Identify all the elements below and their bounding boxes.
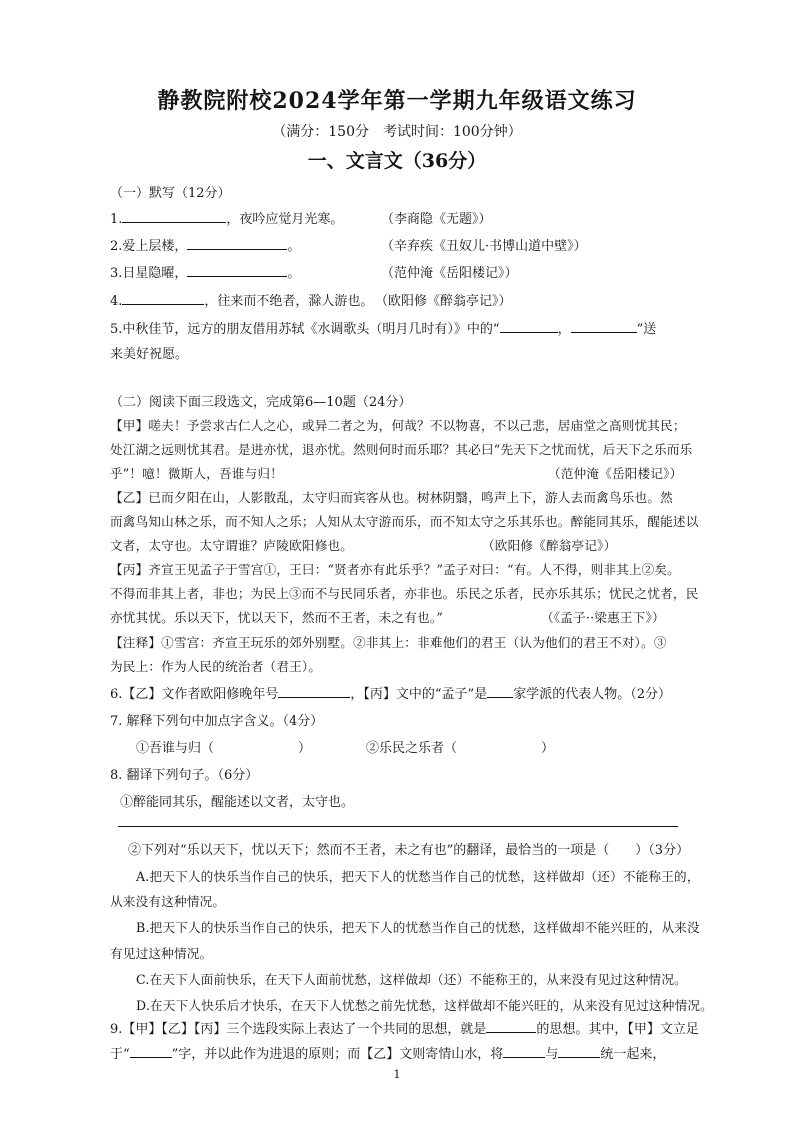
question-4: [110, 290, 373, 309]
q5-text-c: ”送: [636, 322, 657, 337]
q9-text-a: 9.【甲】【乙】【丙】三个选段实际上表达了一个共同的思想，就是: [110, 1022, 487, 1037]
part1-heading: （一）默写（12分）: [110, 186, 231, 201]
option-c[interactable]: C.在天下人面前快乐，在天下人面前忧愁，这样做却（还）不能称王的，从来没有见过这种情况。: [136, 972, 687, 987]
question-3: [110, 262, 300, 281]
q7-1-text: ①吾谁与归（: [136, 741, 215, 756]
q3-source: （范仲淹《岳阳楼记》）: [381, 266, 518, 281]
question-6: [110, 683, 671, 702]
exam-title: 静教院附校2024学年第一学期九年级语文练习: [157, 88, 637, 114]
q5-answer-blank-1[interactable]: [500, 318, 558, 333]
notes-line-2: 为民上：作为人民的统治者（君王）。: [110, 659, 322, 674]
q1-text: ，夜吟应觉月光寒。: [226, 212, 344, 227]
q5-text-a: 5.中秋佳节，远方的朋友借用苏轼《水调歌头（明月几时有）》中的“: [110, 322, 500, 337]
passage-yi-line-2: 而禽鸟知山林之乐，而不知人之乐；人知从太守游而乐，而不知太守之乐其乐也。醉能同其乐，醒能述以: [110, 514, 699, 529]
q9-text-f: 统一起来，: [600, 1047, 666, 1062]
q4-answer-blank[interactable]: [122, 290, 204, 305]
question-7: 7. 解释下列句中加点字含义。（4分）: [110, 714, 324, 729]
passage-yi-line-3: 文者，太守也。太守谓谁？庐陵欧阳修也。: [110, 538, 354, 553]
passage-yi-line-1: 【乙】已而夕阳在山，人影散乱，太守归而宾客从也。树林阴翳，鸣声上下，游人去而禽鸟乐也。然: [110, 490, 673, 505]
q7-2-text: ②乐民之乐者（: [366, 741, 458, 756]
q3-answer-blank[interactable]: [187, 262, 287, 277]
q9-text-e: 与: [545, 1047, 559, 1062]
q7-1-close: ）: [298, 741, 312, 756]
q1-number: 1.: [110, 212, 123, 227]
q8-answer-line[interactable]: [118, 826, 678, 827]
page-number: 1: [393, 1068, 401, 1081]
question-2: [110, 235, 300, 254]
q6-answer-blank-2[interactable]: [487, 683, 513, 698]
option-b-line-2: 有见过这种情况。: [110, 946, 213, 961]
question-9-line-1: [110, 1018, 699, 1037]
q9-answer-blank-3[interactable]: [503, 1043, 545, 1058]
q5-text-d: 来美好祝愿。: [110, 347, 189, 362]
passage-bing-source: （《孟子··梁惠王下》）: [541, 610, 665, 625]
q7-2-close: ）: [541, 741, 555, 756]
q9-text-b: 的思想。其中，【甲】文立足: [536, 1022, 699, 1037]
q1-answer-blank[interactable]: [122, 208, 226, 223]
q6-text-c: 家学派的代表人物。（2分）: [513, 687, 671, 702]
passage-bing-line-3: 亦忧其忧。乐以天下，忧以天下，然而不王者，未之有也。”: [110, 610, 443, 625]
passage-jia-line-3: 乎”！噫！微斯人，吾谁与归！: [110, 466, 283, 481]
q9-text-c: 于“: [110, 1047, 130, 1062]
q2-text: 。: [287, 239, 301, 254]
q6-answer-blank-1[interactable]: [278, 683, 350, 698]
passage-jia-source: （范仲淹《岳阳楼记》）: [548, 466, 683, 481]
part2-heading: （二）阅读下面三段选文，完成第6—10题（24分）: [110, 395, 412, 410]
q9-answer-blank-1[interactable]: [486, 1018, 536, 1033]
q6-text-a: 6.【乙】文作者欧阳修晚年号: [110, 687, 279, 702]
q9-answer-blank-2[interactable]: [130, 1043, 172, 1058]
question-5: [110, 318, 656, 337]
q2-answer-blank[interactable]: [187, 235, 287, 250]
q3-prompt: 3.日星隐曜，: [110, 266, 188, 281]
exam-subtitle: （满分：150分 考试时间：100分钟）: [272, 124, 522, 140]
section-heading: 一、文言文（36分）: [307, 150, 487, 172]
q4-text: ，往来而不绝者，滁人游也。: [204, 294, 374, 309]
q1-source: （李商隐《无题》）: [381, 212, 492, 227]
q9-text-d: ”字，并以此作为进退的原则；而【乙】文则寄情山水，将: [171, 1047, 504, 1062]
q3-text: 。: [287, 266, 301, 281]
q9-answer-blank-4[interactable]: [558, 1043, 600, 1058]
passage-jia-line-1: 【甲】嗟夫！予尝求古仁人之心，或异二者之为，何哉？不以物喜，不以己悲，居庙堂之高则忧其民；: [110, 418, 686, 433]
q2-prompt: 2.爱上层楼，: [110, 239, 188, 254]
option-b-line-1[interactable]: B.把天下人的快乐当作自己的快乐，把天下人的忧愁当作自己的忧愁，这样做却不能兴旺的，从来没: [136, 920, 700, 935]
q6-text-b: ，【丙】文中的“孟子”是: [350, 687, 488, 702]
q5-answer-blank-2[interactable]: [571, 318, 637, 333]
q8-item-1: ①醉能同其乐，醒能述以文者，太守也。: [120, 795, 355, 810]
passage-yi-source: （欧阳修《醉翁亭记》）: [482, 538, 617, 553]
question-1: [110, 208, 343, 227]
question-9-line-2: [110, 1043, 665, 1062]
option-d[interactable]: D.在天下人快乐后才快乐，在天下人忧愁之前先忧愁，这样做却不能兴旺的，从来没有见过这种情况。: [136, 998, 713, 1013]
q5-text-b: ，: [557, 322, 571, 337]
q4-number: 4.: [110, 294, 123, 309]
q7-item-1: [136, 737, 311, 756]
q2-source: （辛弃疾《丑奴儿·书博山道中壁》）: [381, 239, 587, 254]
q8-item-2: ②下列对“乐以天下，忧以天下；然而不王者，未之有也”的翻译，最恰当的一项是（ ）（3分）: [128, 843, 690, 858]
passage-bing-line-1: 【丙】齐宣王见孟子于雪宫①，王曰：“贤者亦有此乐乎？”孟子对曰：“有。人不得，则非其上②矣。: [110, 562, 681, 577]
notes-line-1: 【注释】①雪宫：齐宣王玩乐的郊外别墅。②非其上：非难他们的君王（认为他们的君王不对）。③: [110, 635, 667, 650]
q4-source: （欧阳修《醉翁亭记》）: [375, 294, 512, 309]
option-a-line-1[interactable]: A.把天下人的快乐当作自己的快乐，把天下人的忧愁当作自己的忧愁，这样做却（还）不能称王的，: [136, 869, 700, 884]
passage-bing-line-2: 不得而非其上者，非也；为民上③而不与民同乐者，亦非也。乐民之乐者，民亦乐其乐；忧民之忧者，民: [110, 586, 699, 601]
passage-jia-line-2: 处江湖之远则忧其君。是进亦忧，退亦忧。然则何时而乐耶？其必曰“先天下之忧而忧，后天下之乐而乐: [110, 442, 693, 457]
option-a-line-2: 从来没有这种情况。: [110, 894, 226, 909]
question-8: 8. 翻译下列句子。（6分）: [110, 768, 259, 783]
q7-item-2: [366, 737, 554, 756]
